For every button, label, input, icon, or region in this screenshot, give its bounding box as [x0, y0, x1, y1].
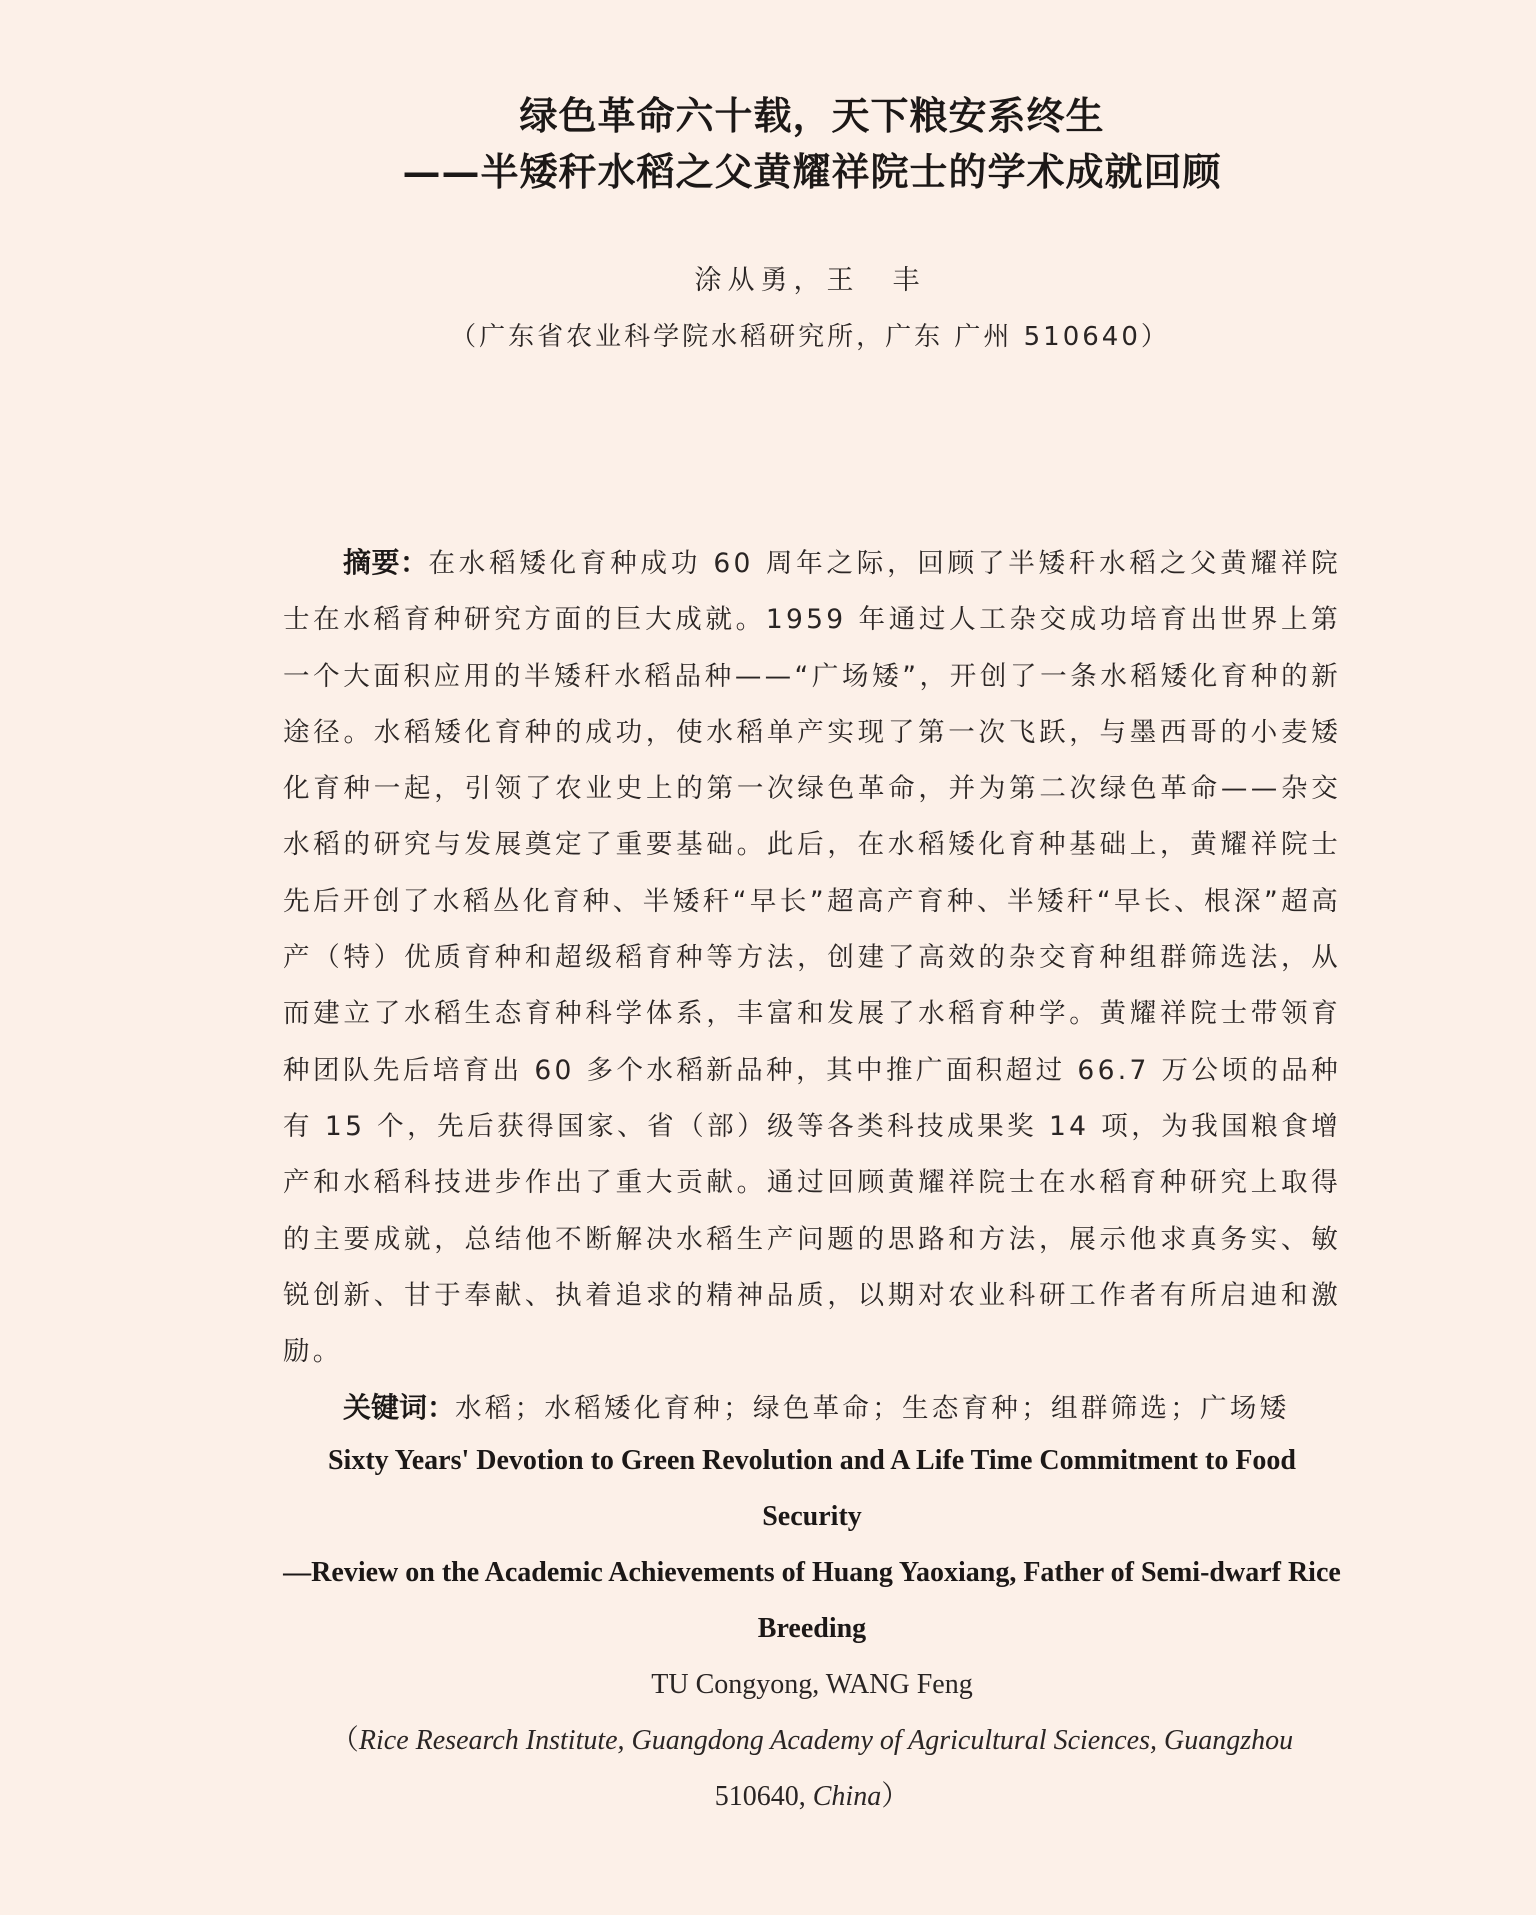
authors-chinese: 涂从勇，王 丰: [694, 265, 926, 296]
keywords-label: 关键词：: [343, 1391, 456, 1424]
affiliation-close-paren: ）: [881, 1781, 910, 1812]
abstract-text: 在水稻矮化育种成功 60 周年之际，回顾了半矮秆水稻之父黄耀祥院士在水稻育种研究方面的巨大成就。1959 年通过人工杂交成功培育出世界上第一个大面积应用的半矮秆水稻品种——“广场矮”，开创了一条水稻矮化育种的新途径。水稻矮化育种的成功，使水稻单产实现了第一次飞跃，与墨西哥的小麦矮化育种一起，引领了农业史上的第一次绿色革命，并为第二次绿色革命——杂交水稻的研究与发展奠定了重要基础。此后，在水稻矮化育种基础上，黄耀祥院士先后开创了水稻丛化育种、半矮秆“早长”超高产育种、半矮秆“早长、根深”超高产（特）优质育种和超级稻育种等方法，创建了高效的杂交育种组群筛选法，从而建立了水稻生态育种科学体系，丰富和发展了水稻育种学。黄耀祥院士带领育种团队先后培育出 60 多个水稻新品种，其中推广面积超过 66.7 万公顷的品种有 15 个，先后获得国家、省（部）级等各类科技成果奖 14 项，为我国粮食增产和水稻科技进步作出了重大贡献。通过回顾黄耀祥院士在水稻育种研究上取得的主要成就，总结他不断解决水稻生产问题的思路和方法，展示他求真务实、敏锐创新、甘于奉献、执着追求的精神品质，以期对农业科研工作者有所启迪和激励。: [283, 548, 1341, 1368]
keywords-text: 水稻；水稻矮化育种；绿色革命；生态育种；组群筛选；广场矮: [455, 1393, 1290, 1424]
abstract-label: 摘要：: [343, 546, 429, 579]
english-subtitle: —Review on the Academic Achievements of Huang Yaoxiang, Father of Semi-dwarf Rice Breeding: [283, 1557, 1341, 1644]
paper-title: [0, 88, 1536, 200]
affiliation-open-paren: （: [330, 1725, 359, 1756]
affiliation-chinese: （广东省农业科学院水稻研究所，广东 广州 510640）: [450, 322, 1170, 352]
english-authors: TU Congyong, WANG Feng: [651, 1669, 973, 1700]
english-affiliation: [283, 1713, 1341, 1825]
keywords-line: [343, 1380, 1343, 1437]
abstract-paragraph: [283, 535, 1341, 1380]
affiliation-country: China: [812, 1781, 882, 1812]
english-title: Sixty Years' Devotion to Green Revolution and A Life Time Commitment to Food Security: [327, 1445, 1297, 1532]
title-line-2: ——半矮秆水稻之父黄耀祥院士的学术成就回顾: [402, 149, 1222, 194]
title-line-1: 绿色革命六十载，天下粮安系终生: [519, 93, 1105, 138]
affiliation-institute: Rice Research Institute, Guangdong Academy of Agricultural Sciences, Guangzhou: [358, 1725, 1294, 1756]
affiliation-postcode: 510640,: [714, 1781, 813, 1812]
